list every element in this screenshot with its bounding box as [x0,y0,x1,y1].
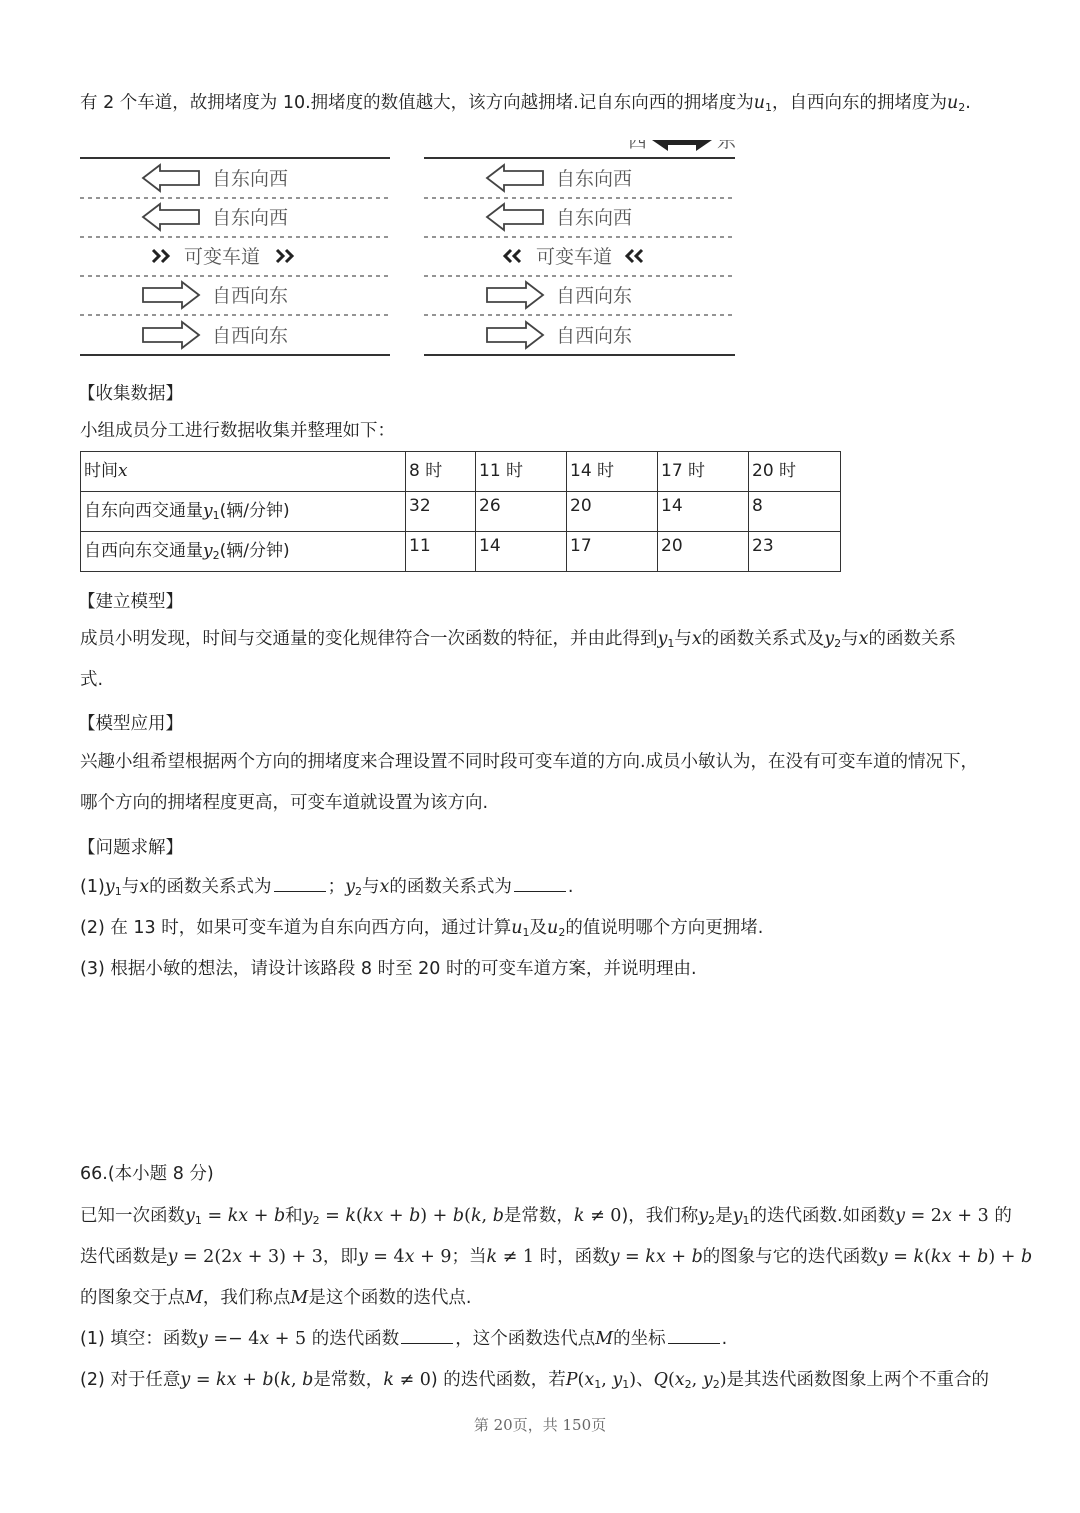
lane-label: 自东向西 [556,207,633,229]
table-cell: 14 [658,492,749,532]
table-cell: 17 [567,532,658,572]
compass-east-label: 东 [717,140,737,152]
intro-text: 有 2 个车道，故拥堵度为 10.拥堵度的数值越大，该方向越拥堵.记自东向西的拥堵度为 [80,93,754,113]
intro-text-mid: ，自西向东的拥堵度为 [772,93,947,113]
answer-blank[interactable] [401,1329,453,1344]
lane-label: 自西向东 [556,325,633,347]
arrow-right-icon [487,322,543,348]
arrow-left-icon [143,165,199,191]
road-diagram-svg [0,140,1080,380]
question-3: (3) 根据小敏的想法，请设计该路段 8 时至 20 时的可变车道方案，并说明理由. [80,959,697,979]
table-row-label: 自西向东交通量$y_2$(辆/分钟) [81,532,406,572]
table-cell: 26 [476,492,567,532]
question-2: (2) 在 13 时，如果可变车道为自东向西方向，通过计算$u_1$及$u_2$的值说明哪个方向更拥堵. [80,918,764,939]
section-heading-apply: 【模型应用】 [78,714,183,734]
table-header-cell: 20 时 [749,452,841,492]
answer-blank[interactable] [514,877,566,892]
table-header-cell: 17 时 [658,452,749,492]
compass-west-label: 西 [628,140,648,152]
table-cell: 14 [476,532,567,572]
section-heading-model: 【建立模型】 [78,592,183,612]
var-u2: u [947,93,959,113]
section-heading-collect: 【收集数据】 [78,384,183,404]
page-footer: 第 20页，共 150页 [473,1416,607,1434]
road-left [80,158,390,355]
traffic-data-table [80,451,841,572]
section-heading-solve: 【问题求解】 [78,838,183,858]
apply-line-2: 哪个方向的拥堵程度更高，可变车道就设置为该方向. [80,793,489,813]
table-header-cell: 8 时 [406,452,476,492]
chevron-left-icon [505,250,520,262]
model-line-2: 式. [80,670,104,690]
lane-label-variable: 可变车道 [184,246,261,268]
intro-line [80,92,971,119]
lane-label: 自西向东 [212,325,289,347]
arrow-left-icon [143,204,199,230]
double-arrow-icon [652,140,712,151]
problem-66-line-1: 已知一次函数$y_1$ = kx + b和$y_2 = k(kx + b) + b(k$, b是常数，k ≠ 0)，我们称$y_2$是$y_1$的迭代函数.如函数y = 2x + 3 的 [80,1206,1012,1227]
arrow-right-icon [143,322,199,348]
intro-end: . [965,93,971,113]
road-right [424,158,735,355]
table-cell: 20 [658,532,749,572]
problem-66-title: 66.(本小题 8 分) [80,1164,214,1184]
arrow-left-icon [487,204,543,230]
problem-66-line-3: 的图象交于点M，我们称点M是这个函数的迭代点. [80,1288,472,1308]
lane-label: 自西向东 [212,285,289,307]
arrow-right-icon [487,282,543,308]
chevron-left-icon [627,250,642,262]
table-cell: 8 [749,492,841,532]
chevron-right-icon [277,250,292,262]
var-u1: u [753,93,765,113]
lane-label: 自东向西 [212,168,289,190]
sub-u1: 1 [765,101,772,114]
table-cell: 32 [406,492,476,532]
problem-66-question-2: (2) 对于任意y = kx + b(k, b是常数，k ≠ 0) 的迭代函数，若$P(x_1$, $y_1$)、$Q(x_2$, $y_2$)是其迭代函数图象上两个不重合的 [80,1370,990,1391]
table-row-label: 自东向西交通量$y_1$(辆/分钟) [81,492,406,532]
road-diagram [0,140,1080,380]
sub-u2: 2 [958,101,966,114]
problem-66-line-2: 迭代函数是y = 2(2x + 3) + 3，即y = 4x + 9；当k ≠ 1 时，函数y = kx + b的图象与它的迭代函数y = k(kx + b) + b [80,1247,1033,1267]
lane-label: 自东向西 [556,168,633,190]
table-header-cell: 时间x [81,452,406,492]
lane-label: 自西向东 [556,285,633,307]
lane-label-variable: 可变车道 [536,246,613,268]
apply-line-1: 兴趣小组希望根据两个方向的拥堵度来合理设置不同时段可变车道的方向.成员小敏认为，在没有可变车道的情况下， [80,752,979,772]
table-row [81,532,841,572]
table-row [81,492,841,532]
arrow-right-icon [143,282,199,308]
question-1: $(1)y_1$与x的函数关系式为 ；$y_2$与x的函数关系式为 . [80,877,574,898]
answer-blank[interactable] [668,1329,720,1344]
problem-66-question-1: (1) 填空：函数y =− 4x + 5 的迭代函数 ，这个函数迭代点M的坐标 . [80,1329,728,1349]
lane-label: 自东向西 [212,207,289,229]
table-header-cell: 11 时 [476,452,567,492]
model-line-1: 成员小明发现，时间与交通量的变化规律符合一次函数的特征，并由此得到$y_1$与x的函数关系式及$y_2$与x的函数关系 [80,629,957,650]
table-header-cell: 14 时 [567,452,658,492]
chevron-right-icon [153,250,168,262]
arrow-left-icon [487,165,543,191]
table-cell: 23 [749,532,841,572]
collect-text: 小组成员分工进行数据收集并整理如下： [80,421,395,441]
table-row [81,452,841,492]
table-cell: 11 [406,532,476,572]
table-cell: 20 [567,492,658,532]
answer-blank[interactable] [274,877,326,892]
